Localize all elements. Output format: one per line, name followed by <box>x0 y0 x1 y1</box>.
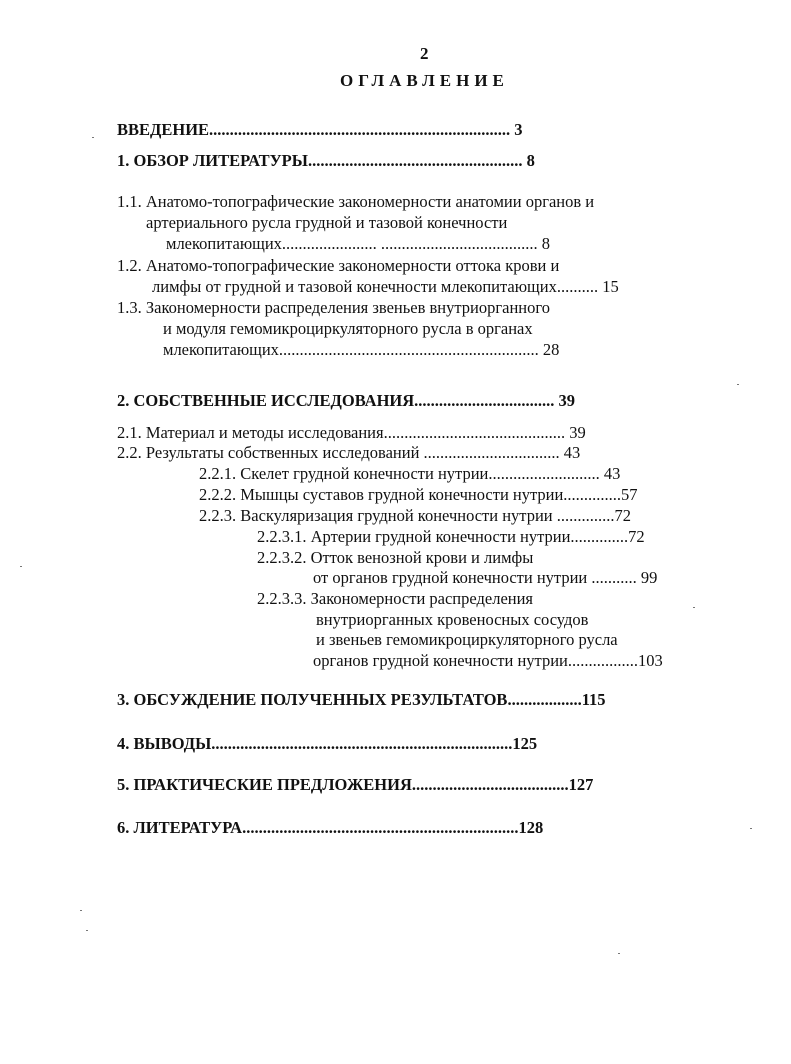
scan-speck <box>618 953 620 954</box>
scan-speck <box>80 910 82 911</box>
toc-entry-2-2[interactable]: 2.2. Результаты собственных исследований ................................. 43 <box>117 443 581 462</box>
toc-entry-2-2-3-3-cont: и звеньев гемомикроциркуляторного русла <box>316 630 618 649</box>
toc-entry-own-research[interactable]: 2. СОБСТВЕННЫЕ ИССЛЕДОВАНИЯ.................................. 39 <box>117 391 576 410</box>
toc-entry-2-2-3-2-cont: от органов грудной конечности нутрии ........... 99 <box>313 568 658 587</box>
toc-entry-1-1[interactable]: 1.1. Анатомо-топографические закономерности анатомии органов и <box>117 192 595 211</box>
toc-entry-practical-proposals[interactable]: 5. ПРАКТИЧЕСКИЕ ПРЕДЛОЖЕНИЯ......................................127 <box>117 775 594 794</box>
scan-speck <box>86 930 88 931</box>
page-number: 2 <box>420 44 429 63</box>
scan-speck <box>750 828 752 829</box>
toc-entry-2-2-3-1[interactable]: 2.2.3.1. Артерии грудной конечности нутрии..............72 <box>257 527 645 546</box>
toc-entry-1-3-cont: и модуля гемомикроциркуляторного русла в органах <box>163 319 533 338</box>
toc-entry-1-1-cont: млекопитающих....................... ...................................... 8 <box>166 234 551 253</box>
toc-entry-2-2-3-3-cont: органов грудной конечности нутрии.................103 <box>313 651 663 670</box>
toc-entry-literature[interactable]: 6. ЛИТЕРАТУРА...................................................................128 <box>117 818 544 837</box>
scan-speck <box>92 137 94 138</box>
toc-entry-2-2-2[interactable]: 2.2.2. Мышцы суставов грудной конечности нутрии..............57 <box>199 485 638 504</box>
toc-entry-2-2-3[interactable]: 2.2.3. Васкуляризация грудной конечности нутрии ..............72 <box>199 506 631 525</box>
page-title: ОГЛАВЛЕНИЕ <box>340 71 509 90</box>
toc-entry-1-2-cont: лимфы от грудной и тазовой конечности млекопитающих.......... 15 <box>152 277 619 296</box>
toc-entry-2-2-3-2[interactable]: 2.2.3.2. Отток венозной крови и лимфы <box>257 548 534 567</box>
toc-entry-literature-review[interactable]: 1. ОБЗОР ЛИТЕРАТУРЫ.................................................... 8 <box>117 151 535 170</box>
scan-speck <box>737 384 739 385</box>
toc-entry-1-2[interactable]: 1.2. Анатомо-топографические закономерности оттока крови и <box>117 256 560 275</box>
toc-entry-1-3[interactable]: 1.3. Закономерности распределения звеньев внутриорганного <box>117 298 550 317</box>
toc-entry-2-1[interactable]: 2.1. Материал и методы исследования............................................ 39 <box>117 423 586 442</box>
toc-entry-2-2-3-3[interactable]: 2.2.3.3. Закономерности распределения <box>257 589 534 608</box>
toc-entry-2-2-3-3-cont: внутриорганных кровеносных сосудов <box>316 610 589 629</box>
toc-entry-2-2-1[interactable]: 2.2.1. Скелет грудной конечности нутрии........................... 43 <box>199 464 621 483</box>
toc-entry-1-3-cont: млекопитающих............................................................... 28 <box>163 340 560 359</box>
toc-entry-conclusions[interactable]: 4. ВЫВОДЫ.........................................................................125 <box>117 734 538 753</box>
scan-speck <box>20 566 22 567</box>
toc-entry-introduction[interactable]: ВВЕДЕНИЕ......................................................................... 3 <box>117 120 523 139</box>
toc-entry-1-1-cont: артериального русла грудной и тазовой конечности <box>146 213 508 232</box>
toc-entry-discussion[interactable]: 3. ОБСУЖДЕНИЕ ПОЛУЧЕННЫХ РЕЗУЛЬТАТОВ..................115 <box>117 690 606 709</box>
scan-speck <box>693 607 695 608</box>
